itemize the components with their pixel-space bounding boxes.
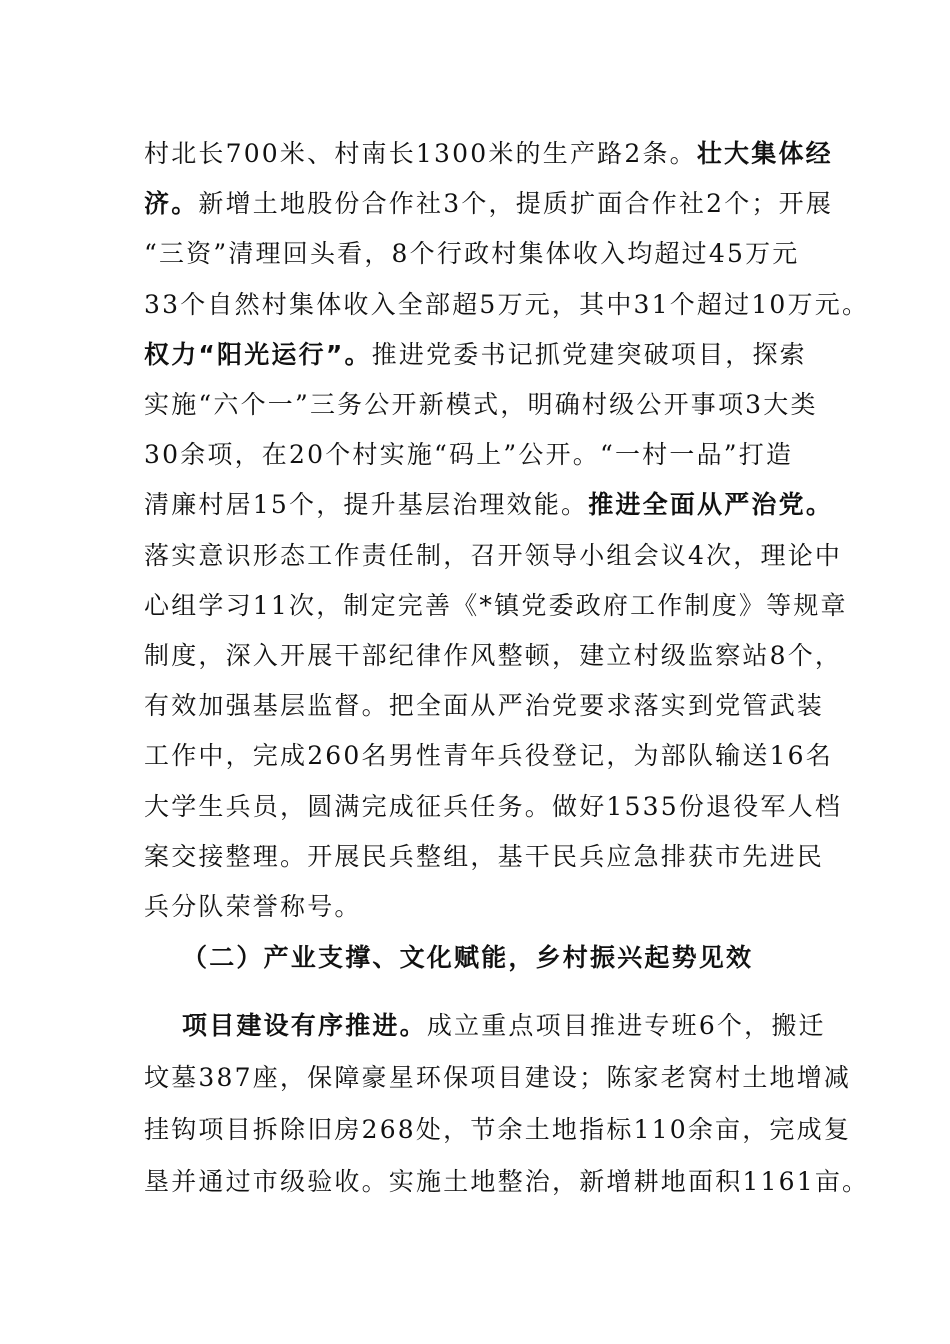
text-line — [144, 282, 870, 328]
text-run: 制度，深入开展干部纪律作风整顿，建立村级监察站8个， — [144, 641, 843, 670]
text-line — [144, 231, 824, 277]
text-run: 垦并通过市级验收。实施土地整治，新增耕地面积1161亩。 — [144, 1167, 870, 1196]
text-line — [144, 533, 843, 579]
text-run: 大学生兵员，圆满完成征兵任务。做好1535份退役军人档 — [144, 791, 843, 821]
text-line — [144, 1055, 852, 1101]
bold-phrase: 济。 — [144, 189, 199, 219]
text-run: 推进党委书记抓党建突破项目，探索 — [371, 339, 807, 369]
text-line — [182, 1003, 862, 1049]
text-line — [144, 784, 843, 830]
text-line — [144, 1107, 852, 1153]
text-line — [144, 583, 848, 629]
text-line — [144, 382, 824, 428]
text-run: 30余项，在20个村实施“码上”公开。“一村一品”打造 — [144, 440, 794, 470]
text-line — [144, 683, 824, 729]
text-run: 落实意识形态工作责任制，召开领导小组会议4次，理论中 — [144, 540, 843, 570]
text-run: 村北长700米、村南长1300米的生产路2条。 — [144, 139, 697, 168]
bold-phrase: 推进全面从严治党。 — [588, 490, 834, 520]
text-run: 33个自然村集体收入全部超5万元，其中31个超过10万元。 — [144, 289, 870, 319]
text-run: 案交接整理。开展民兵整组，基干民兵应急排获市先进民 — [144, 841, 825, 871]
text-run: 成立重点项目推进专班6个，搬迁 — [426, 1011, 826, 1040]
bold-phrase: 权力“阳光运行”。 — [144, 339, 372, 369]
text-line — [144, 181, 834, 227]
text-line — [144, 733, 833, 779]
text-line — [144, 131, 833, 177]
text-line — [144, 482, 834, 528]
text-run: 心组学习11次，制定完善《*镇党委政府工作制度》等规章 — [144, 590, 848, 620]
text-line — [144, 633, 843, 679]
text-run: 实施“六个一”三务公开新模式，明确村级公开事项3大类 — [144, 390, 818, 419]
text-line — [144, 834, 824, 880]
text-line — [144, 432, 824, 478]
text-run: “三资”清理回头看，8个行政村集体收入均超过45万元 — [144, 239, 800, 269]
text-line — [144, 884, 824, 930]
section-heading: （二）产业支撑、文化赋能，乡村振兴起势见效 — [182, 943, 754, 972]
text-run: 工作中，完成260名男性青年兵役登记，为部队输送16名 — [144, 741, 833, 771]
text-line — [144, 332, 824, 378]
text-run: 清廉村居15个，提升基层治理效能。 — [144, 490, 589, 520]
bold-phrase: 壮大集体经 — [696, 139, 833, 168]
text-run: 有效加强基层监督。把全面从严治党要求落实到党管武装 — [144, 691, 825, 721]
text-line — [144, 1159, 870, 1205]
text-run: 兵分队荣誉称号。 — [144, 892, 362, 921]
text-run: 挂钩项目拆除旧房268处，节余土地指标110余亩，完成复 — [144, 1115, 852, 1144]
text-run: 坟墓387座，保障豪星环保项目建设；陈家老窝村土地增减 — [144, 1063, 852, 1092]
bold-phrase: 项目建设有序推进。 — [182, 1011, 427, 1040]
text-run: 新增土地股份合作社3个，提质扩面合作社2个；开展 — [198, 189, 834, 219]
